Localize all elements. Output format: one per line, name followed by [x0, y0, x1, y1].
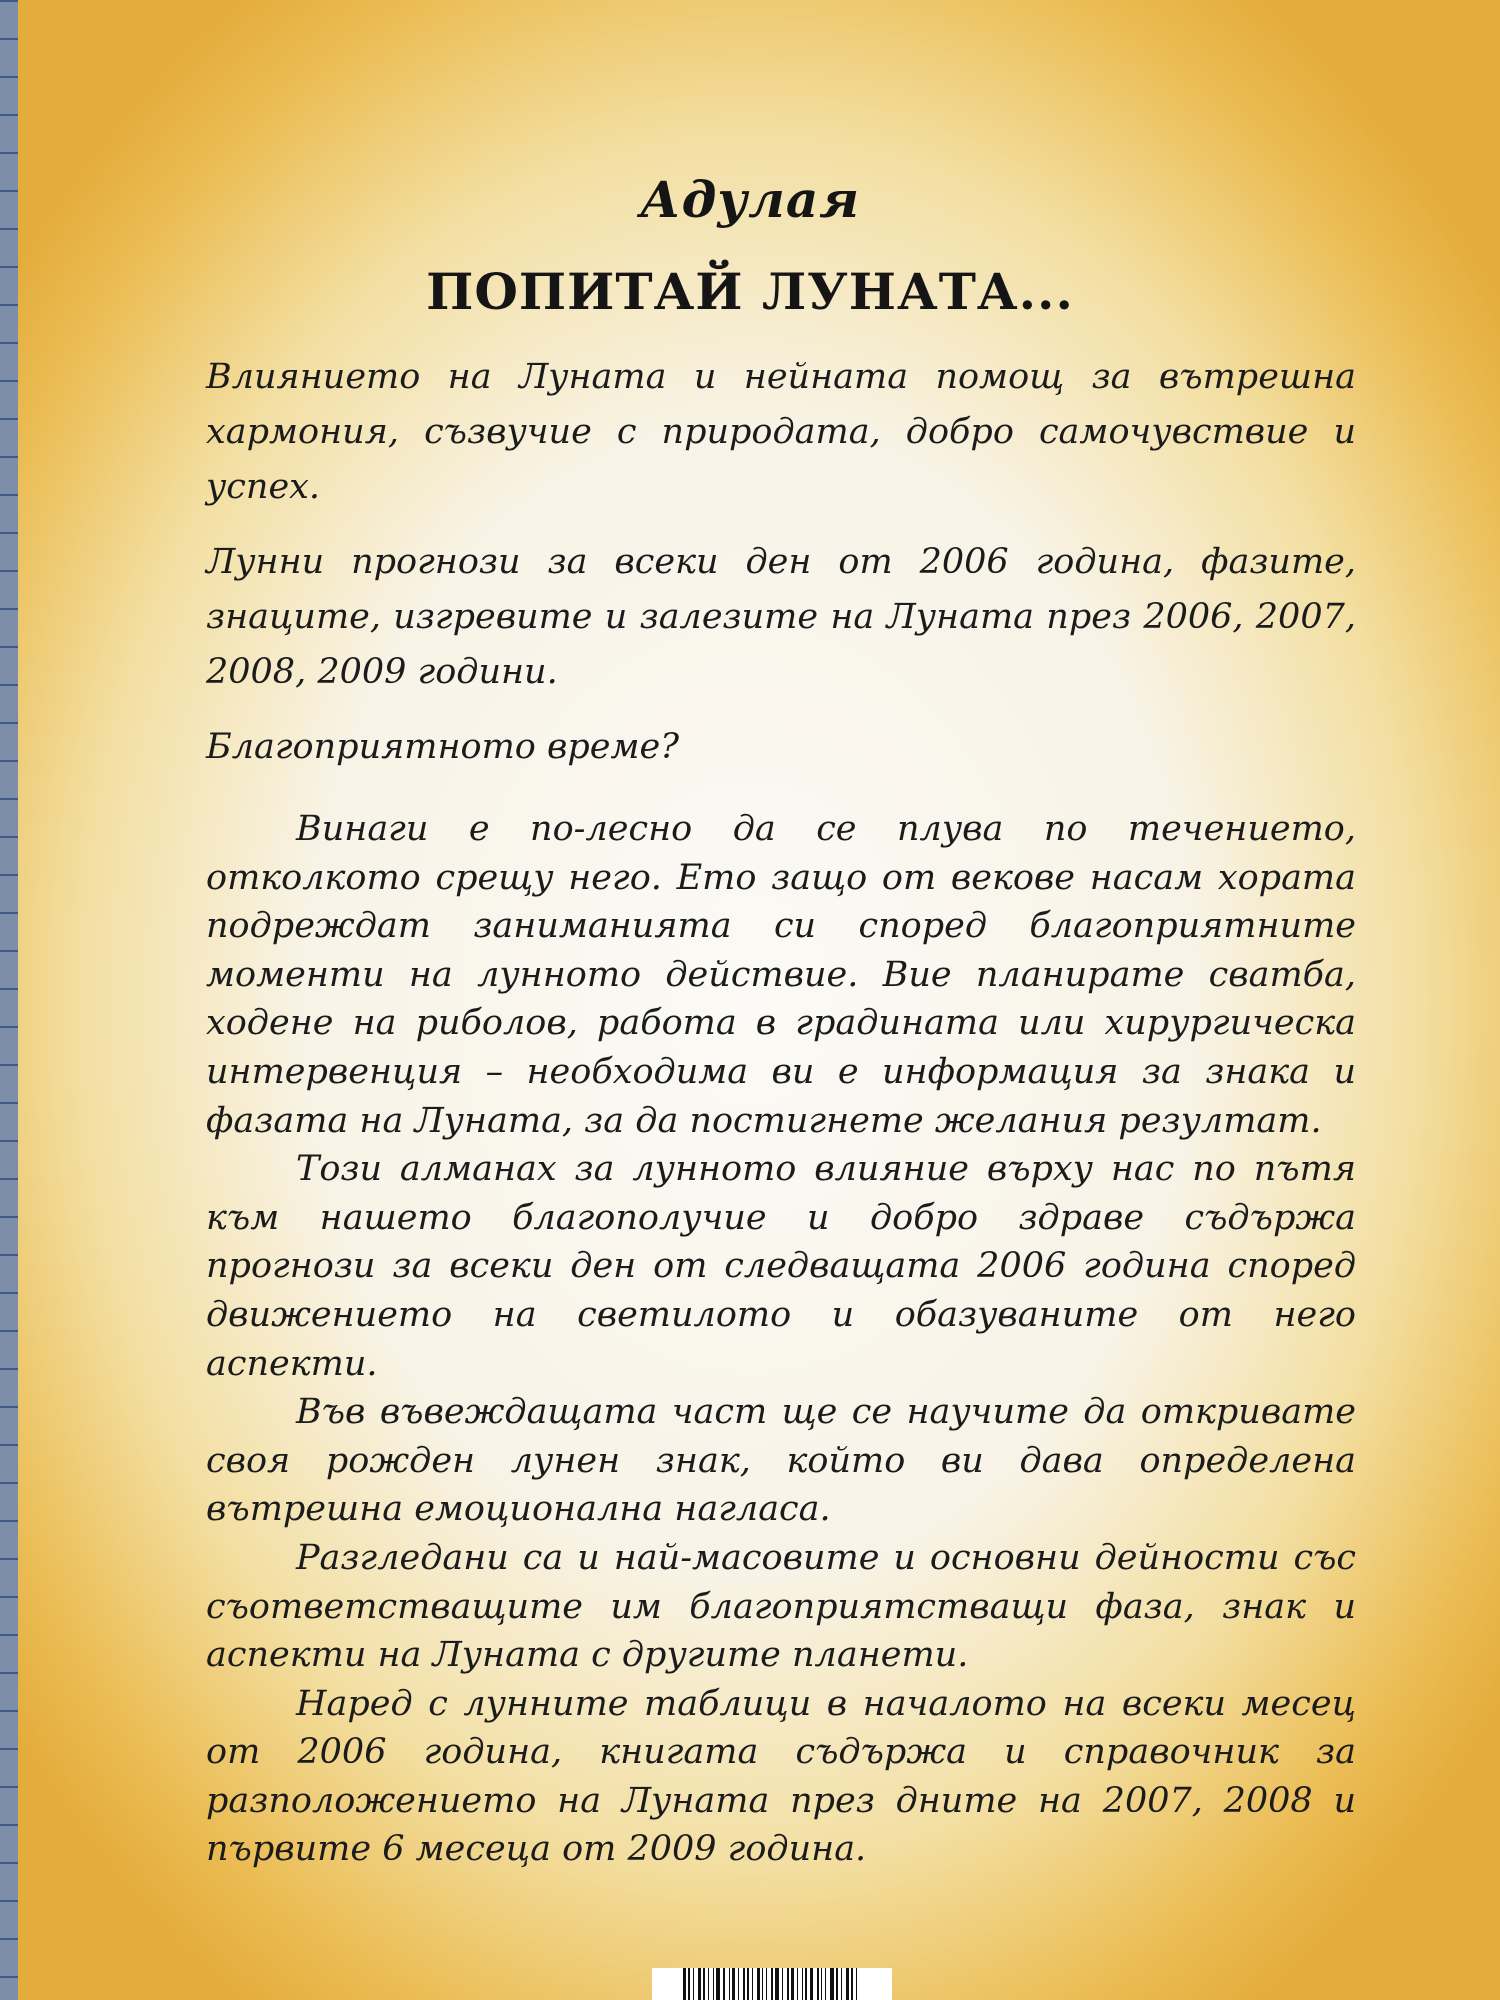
barcode-bar	[775, 1968, 779, 2000]
barcode-bar	[762, 1968, 763, 2000]
barcode-bar	[836, 1968, 838, 2000]
barcode-bar	[802, 1968, 803, 2000]
barcode-bar	[825, 1968, 826, 2000]
barcode-bar	[856, 1968, 857, 2000]
barcode-bar	[752, 1968, 753, 2000]
barcode-bar	[683, 1968, 686, 2000]
barcode-bar	[743, 1968, 745, 2000]
description-paragraph: Този алманах за лунното влияние върху нас по пътя към нашето благополучие и добро здраве съдържа прогнози за всеки ден от следващата 2006 година според движението на светилото и обазуваните от него аспекти.	[206, 1149, 1356, 1384]
intro-paragraph: Влиянието на Луната и нейната помощ за вътрешна хармония, съзвучие с природата, добро самочувствие и успех.	[206, 357, 1356, 507]
barcode-bar	[738, 1968, 739, 2000]
intro-section	[206, 350, 1356, 795]
barcode-bar	[787, 1968, 789, 2000]
description-paragraph: Във въвеждащата част ще се научите да откривате своя рожден лунен знак, който ви дава определена вътрешна емоционална нагласа.	[206, 1392, 1356, 1530]
barcode-bar	[771, 1968, 773, 2000]
barcode-bar	[851, 1968, 853, 2000]
author-name: Адулая	[639, 170, 861, 229]
barcode-bar	[708, 1968, 709, 2000]
barcode-bar	[846, 1968, 849, 2000]
description-paragraph: Наред с лунните таблици в началото на всеки месец от 2006 година, книгата съдържа и справочник за разположението на Луната през дните на 2007, 2008 и първите 6 месеца от 2009 година.	[206, 1683, 1356, 1870]
barcode-bar	[817, 1968, 819, 2000]
book-title: ПОПИТАЙ ЛУНАТА...	[426, 262, 1074, 321]
barcode-bar	[698, 1968, 701, 2000]
intro-paragraph: Благоприятното време?	[206, 727, 679, 767]
description-section	[206, 805, 1356, 1874]
barcode-bar	[693, 1968, 694, 2000]
barcode-bar	[703, 1968, 705, 2000]
barcode-bar	[732, 1968, 735, 2000]
barcode-bar	[821, 1968, 822, 2000]
barcode-bar	[782, 1968, 783, 2000]
description-paragraph: Разгледани са и най-масовите и основни дейности със съответстващите им благоприятстващи фаза, знак и аспекти на Луната с другите планети.	[206, 1537, 1356, 1676]
barcode-bar	[830, 1968, 834, 2000]
barcode-bar	[791, 1968, 794, 2000]
barcode-bar	[797, 1968, 798, 2000]
barcode	[652, 1968, 892, 2000]
barcode-bar	[716, 1968, 720, 2000]
barcode-bar	[757, 1968, 760, 2000]
barcode-bar	[723, 1968, 725, 2000]
barcode-bar	[766, 1968, 767, 2000]
description-paragraph: Винаги е по-лесно да се плува по течението, отколкото срещу него. Ето защо от векове насам хората подреждат заниманията си според благоприятните моменти на лунното действие. Вие планирате сватба, ходене на риболов, работа в градината или хирургическа интервенция – необходима ви е информация за знака и фазата на Луната, за да постигнете желания резултат.	[206, 809, 1356, 1141]
barcode-bar	[810, 1968, 813, 2000]
barcode-bar	[713, 1968, 714, 2000]
intro-paragraph: Лунни прогнози за всеки ден от 2006 година, фазите, знаците, изгревите и залезите на Луната през 2006, 2007, 2008, 2009 години.	[206, 542, 1356, 692]
barcode-bar	[805, 1968, 807, 2000]
barcode-bar	[747, 1968, 749, 2000]
barcode-bar	[688, 1968, 690, 2000]
barcode-bar	[841, 1968, 842, 2000]
barcode-bar	[729, 1968, 730, 2000]
